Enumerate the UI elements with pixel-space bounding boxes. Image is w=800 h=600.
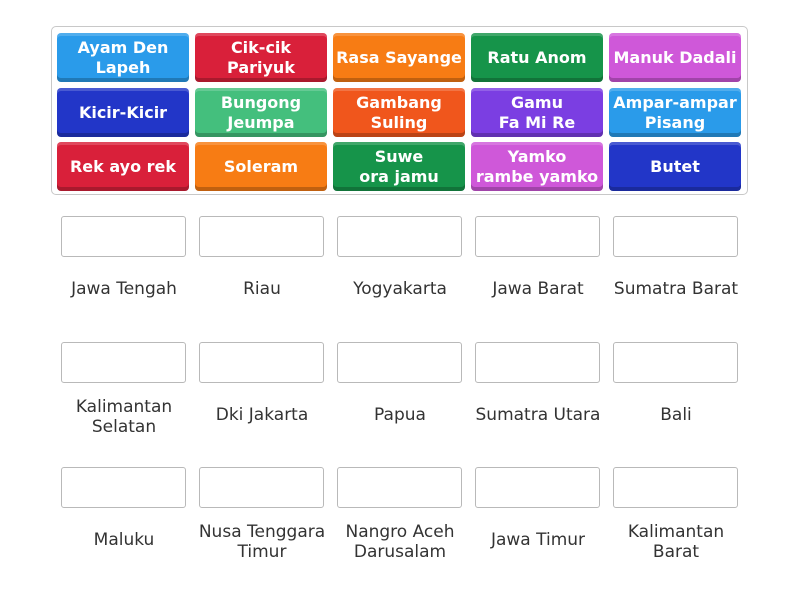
drop-zone[interactable] <box>61 216 186 257</box>
target-label: Riau <box>243 279 281 299</box>
answer-tile[interactable]: Bungong Jeumpa <box>195 88 327 137</box>
target-label: Dki Jakarta <box>215 405 309 425</box>
drop-zone[interactable] <box>475 342 600 383</box>
drop-zone[interactable] <box>199 342 324 383</box>
drop-zone[interactable] <box>475 216 600 257</box>
target-label: Jawa Timur <box>490 530 586 550</box>
answer-tile[interactable]: Ratu Anom <box>471 33 603 82</box>
target-label: Nusa Tenggara Timur <box>198 522 326 562</box>
drop-zone[interactable] <box>475 467 600 508</box>
drop-zone[interactable] <box>61 467 186 508</box>
drop-zone[interactable] <box>199 467 324 508</box>
target-label: Sumatra Utara <box>475 405 601 425</box>
drop-zone[interactable] <box>337 467 462 508</box>
drop-zone[interactable] <box>199 216 324 257</box>
target-label: Nangro Aceh Darusalam <box>345 522 455 562</box>
answer-tile[interactable]: Manuk Dadali <box>609 33 741 82</box>
drop-zone[interactable] <box>613 216 738 257</box>
answer-tile[interactable]: Yamko rambe yamko <box>471 142 603 191</box>
target-label: Kalimantan Selatan <box>75 397 173 437</box>
drop-zone[interactable] <box>337 342 462 383</box>
answer-tile[interactable]: Gamu Fa Mi Re <box>471 88 603 137</box>
answer-tile[interactable]: Suwe ora jamu <box>333 142 465 191</box>
target-label: Kalimantan Barat <box>627 522 725 562</box>
target-label: Jawa Barat <box>492 279 584 299</box>
target-label: Maluku <box>93 530 155 550</box>
drop-zone[interactable] <box>61 342 186 383</box>
target-label: Papua <box>374 405 426 425</box>
answer-tile[interactable]: Cik-cik Pariyuk <box>195 33 327 82</box>
target-label: Sumatra Barat <box>613 279 739 299</box>
target-label: Yogyakarta <box>353 279 447 299</box>
drop-zone[interactable] <box>613 342 738 383</box>
answer-tile[interactable]: Rasa Sayange <box>333 33 465 82</box>
answer-tile[interactable]: Rek ayo rek <box>57 142 189 191</box>
target-label: Bali <box>660 405 692 425</box>
answer-tile[interactable]: Kicir-Kicir <box>57 88 189 137</box>
target-label: Jawa Tengah <box>71 279 177 299</box>
answer-tile[interactable]: Ampar-ampar Pisang <box>609 88 741 137</box>
answer-tile[interactable]: Gambang Suling <box>333 88 465 137</box>
drop-zone[interactable] <box>337 216 462 257</box>
answer-tile[interactable]: Ayam Den Lapeh <box>57 33 189 82</box>
answer-tile[interactable]: Soleram <box>195 142 327 191</box>
drop-zone[interactable] <box>613 467 738 508</box>
answer-tile[interactable]: Butet <box>609 142 741 191</box>
